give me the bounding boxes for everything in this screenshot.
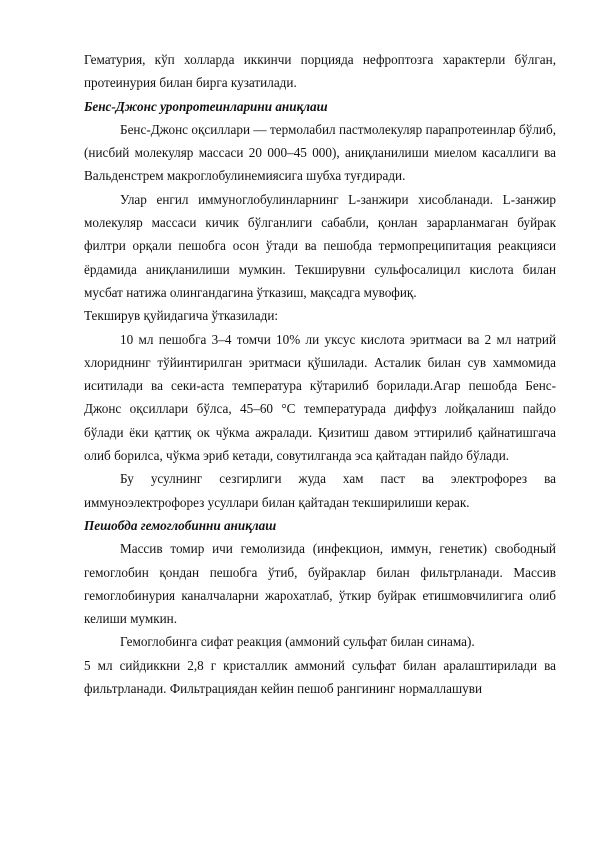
paragraph: 5 мл сийдиккни 2,8 г кристаллик аммоний сульфат билан аралаштирилади ва фильтрланади. Фильтрациядан кейин пешоб рангининг нормаллашуви (84, 657, 556, 697)
paragraph: Улар енгил иммуноглобулинларнинг L-занжири хисобланади. L-занжир молекуляр массаси кичик бўлганлиги сабабли, қонлан зарарланмаган буйрак филтри орқали пешобга осон ўтади ва пешобда термопреципитация реакцияси ёрдамида аниқланилиши мумкин. Текширувни сульфосалицил кислота билан мусбат натижа олингандагина ўтказиш, мақсадга мувофиқ. (84, 191, 556, 300)
paragraph: Бу усулнинг сезгирлиги жуда хам паст ва электрофорез ва иммуноэлектрофорез усуллари билан қайтадан текширилиши керак. (84, 471, 556, 510)
paragraph: Гематурия, кўп холларда иккинчи порцияда нефроптозга характерли бўлган, протеинурия билан бирга кузатилади. (84, 52, 556, 91)
section-heading: Бенс-Джонс уропротеинларини аниқлаш (84, 98, 328, 114)
paragraph: Бенс-Джонс оқсиллари — термолабил пастмолекуляр парапротеинлар бўлиб, (нисбий молекуляр массаси 20 000–45 000), аниқланилиши миелом касаллиги ва Вальденстрем макроглобулинемиясига шубха туғдиради. (84, 121, 556, 184)
paragraph: Гемоглобинга сифат реакция (аммоний сульфат билан синама). (120, 634, 475, 650)
section-heading: Пешобда гемоглобинни аниқлаш (84, 517, 277, 533)
paragraph: Текширув қуйидагича ўтказилади: (84, 308, 279, 324)
paragraph: 10 мл пешобга 3–4 томчи 10% ли уксус кислота эритмаси ва 2 мл натрий хлориднинг тўйинтирилган эритмаси қўшилади. Асталик билан сув хаммомида иситилади ва секи-аста температура кўтарилиб борилади.Агар пешобда Бенс-Джонс оқсиллари бўлса, 45–60 °С температурада диффуз лойқаланиш пайдо бўлади ёки қаттиқ ок чўкма ажралади. Қизитиш давом эттирилиб қайнатишгача олиб борилса, чўкма эриб кетади, совутилганда эса қайтадан пайдо бўлади. (84, 331, 556, 464)
paragraph: Массив томир ичи гемолизида (инфекцион, иммун, генетик) свободный гемоглобин қондан пешобга ўтиб, буйраклар билан фильтрланади. Массив гемоглобинурия каналчаларни жарохатлаб, ўткир буйрак етишмовчилигига олиб келиши мумкин. (84, 541, 556, 627)
document-page (84, 48, 556, 700)
